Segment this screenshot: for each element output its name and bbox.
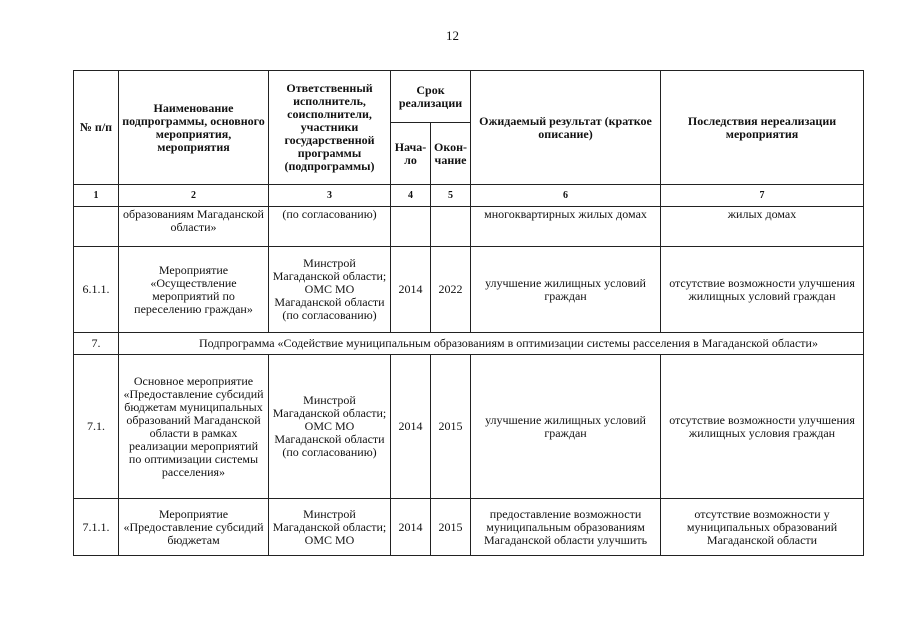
table-row (74, 207, 864, 247)
col-number-1: 1 (74, 185, 119, 207)
row-name: Мероприятие «Предоставление субсидий бюджетам (119, 499, 269, 556)
header-consequence: Последствия нереализации мероприятия (661, 71, 864, 185)
header-name: Наименование подпрограммы, основного мероприятия, мероприятия (119, 71, 269, 185)
col-number-4: 4 (391, 185, 431, 207)
row-end: 2015 (431, 355, 471, 499)
col-number-7: 7 (661, 185, 864, 207)
table-row (74, 247, 864, 333)
row-name: образованиям Магаданской области» (119, 207, 269, 247)
row-result: улучшение жилищных условий граждан (471, 355, 661, 499)
col-number-2: 2 (119, 185, 269, 207)
row-name: Основное мероприятие «Предоставление субсидий бюджетам муниципальных образований Магаданской области в рамках реализации мероприятий по оптимизации системы расселения» (119, 355, 269, 499)
header-number: № п/п (74, 71, 119, 185)
row-executor: (по согласованию) (269, 207, 391, 247)
row-number: 7.1. (74, 355, 119, 499)
header-end: Окон-чание (431, 123, 471, 185)
row-result: улучшение жилищных условий граждан (471, 247, 661, 333)
row-consequence: отсутствие возможности улучшения жилищных условий граждан (661, 247, 864, 333)
table-row-subprogram (74, 333, 864, 355)
header-period: Срок реализации (391, 71, 471, 123)
subprogram-title: Подпрограмма «Содействие муниципальным образованиям в оптимизации системы расселения в Магаданской области» (119, 333, 864, 355)
table-row (74, 355, 864, 499)
row-executor: Минстрой Магаданской области; ОМС МО Магаданской области (по согласованию) (269, 247, 391, 333)
row-result: многоквартирных жилых домах (471, 207, 661, 247)
header-executor: Ответственный исполнитель, соисполнители, участники государственной программы (подпрограммы) (269, 71, 391, 185)
row-number (74, 207, 119, 247)
header-start: Нача-ло (391, 123, 431, 185)
row-result: предоставление возможности муниципальным образованиям Магаданской области улучшить (471, 499, 661, 556)
row-start: 2014 (391, 247, 431, 333)
col-number-5: 5 (431, 185, 471, 207)
row-start: 2014 (391, 355, 431, 499)
row-executor: Минстрой Магаданской области; ОМС МО Магаданской области (по согласованию) (269, 355, 391, 499)
header-result: Ожидаемый результат (краткое описание) (471, 71, 661, 185)
col-number-6: 6 (471, 185, 661, 207)
row-executor: Минстрой Магаданской области; ОМС МО (269, 499, 391, 556)
page-number: 12 (446, 28, 459, 43)
col-number-3: 3 (269, 185, 391, 207)
row-end: 2022 (431, 247, 471, 333)
row-number: 7.1.1. (74, 499, 119, 556)
row-consequence: отсутствие возможности у муниципальных образований Магаданской области (661, 499, 864, 556)
program-table (73, 70, 864, 556)
row-end (431, 207, 471, 247)
row-consequence: жилых домах (661, 207, 864, 247)
row-number: 7. (74, 333, 119, 355)
row-end: 2015 (431, 499, 471, 556)
row-start (391, 207, 431, 247)
row-number: 6.1.1. (74, 247, 119, 333)
row-consequence: отсутствие возможности улучшения жилищных условия граждан (661, 355, 864, 499)
table-row (74, 499, 864, 556)
row-start: 2014 (391, 499, 431, 556)
row-name: Мероприятие «Осуществление мероприятий по переселению граждан» (119, 247, 269, 333)
